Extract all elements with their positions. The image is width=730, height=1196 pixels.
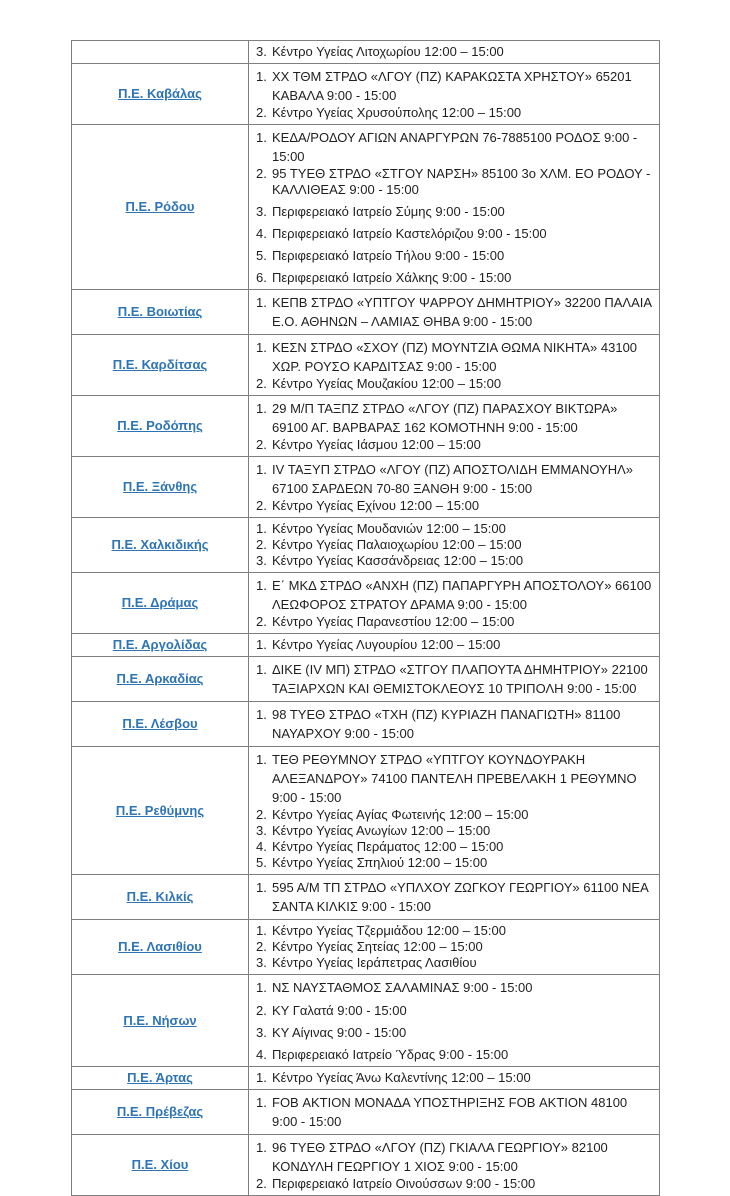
facility-list-cell [249,1090,660,1135]
health-centers-table-body [72,41,660,1196]
item-number: 1. [256,295,267,310]
facility-text: Κέντρο Υγείας Μουδανιών 12:00 – 15:00 [272,521,506,536]
region-cell [72,1135,249,1196]
facility-list-item [249,839,655,855]
facility-list-item [249,226,655,242]
region-cell [72,1067,249,1090]
region-link[interactable]: Π.Ε. Ρεθύμνης [115,802,205,818]
facility-text: Περιφερειακό Ιατρείο Οινούσσων 9:00 - 15:00 [272,1176,536,1191]
facility-list-item [249,128,655,166]
facility-text: ΚΥ Αίγινας 9:00 - 15:00 [272,1025,407,1040]
region-link[interactable]: Π.Ε. Λασιθίου [118,939,202,954]
item-number: 1. [256,752,267,767]
facility-list-item [249,855,655,871]
table-row [72,290,660,335]
facility-list-item [249,376,655,392]
table-row [72,975,660,1067]
table-row [72,747,660,875]
facility-list-cell [249,396,660,457]
facility-text: IV ΤΑΞΥΠ ΣΤΡΔΟ «ΛΓΟΥ (ΠΖ) ΑΠΟΣΤΟΛΙΔΗ ΕΜΜΑΝΟΥΗΛ» 67100 ΣΑΡΔΕΩΝ 70-80 ΞΑΝΘΗ 9:00 - 15:00 [272,462,633,496]
region-link[interactable]: Π.Ε. Καρδίτσας [112,357,208,372]
table-row [72,1135,660,1196]
region-cell [72,125,249,290]
region-link[interactable]: Π.Ε. Κιλκίς [126,889,194,904]
item-number: 2. [256,498,267,513]
region-link[interactable]: Π.Ε. Καβάλας [118,86,202,101]
item-number: 1. [256,662,267,677]
facility-list-cell [249,634,660,657]
table-row [72,64,660,125]
item-number: 2. [256,1003,267,1018]
health-centers-table [71,40,660,1196]
item-number: 2. [256,376,267,391]
facility-text: ΚΕΣΝ ΣΤΡΔΟ «ΣΧΟΥ (ΠΖ) ΜΟΥΝΤΖΙΑ ΘΩΜΑ ΝΙΚΗΤΑ» 43100 ΧΩΡ. ΡΟΥΣΟ ΚΑΡΔΙΤΣΑΣ 9:00 - 15:00 [272,340,638,374]
facility-text: Περιφερειακό Ιατρείο Χάλκης 9:00 - 15:00 [272,270,512,285]
facility-list-cell [249,1135,660,1196]
region-cell [72,702,249,747]
item-number: 3. [256,1025,267,1040]
facility-list-item [249,1176,655,1192]
table-row [72,41,660,64]
facility-list-cell [249,975,660,1067]
item-number: 4. [256,226,267,241]
facility-text: 95 ΤΥΕΘ ΣΤΡΔΟ «ΣΤΓΟΥ ΝΑΡΣΗ» 85100 3ο ΧΛΜ. ΕΟ ΡΟΔΟΥ - ΚΑΛΛΙΘΕΑΣ 9:00 - 15:00 [272,166,651,197]
region-link[interactable]: Π.Ε. Ροδόπης [117,418,203,433]
item-number: 1. [256,130,267,145]
item-number: 1. [256,707,267,722]
facility-text: ΚΥ Γαλατά 9:00 - 15:00 [272,1003,407,1018]
facility-list-item [249,1138,655,1176]
facility-list-cell [249,125,660,290]
region-link[interactable]: Π.Ε. Αργολίδας [112,637,208,652]
facility-text: Κέντρο Υγείας Χρυσούπολης 12:00 – 15:00 [272,105,522,120]
facility-list-item [249,576,655,614]
item-number: 1. [256,1140,267,1155]
facility-list-item [249,807,655,823]
facility-list-item [249,637,655,653]
facility-list-item [249,44,655,60]
facility-list-cell [249,875,660,920]
item-number: 2. [256,166,267,181]
facility-list-item [249,1093,655,1131]
facility-list-item [249,105,655,121]
facility-text: Περιφερειακό Ιατρείο Σύμης 9:00 - 15:00 [272,204,505,219]
region-cell [72,747,249,875]
facility-text: Κέντρο Υγείας Αγίας Φωτεινής 12:00 – 15:00 [272,807,529,822]
item-number: 3. [256,204,267,219]
item-number: 1. [256,521,267,536]
item-number: 2. [256,537,267,552]
facility-list-item [249,955,655,971]
facility-list-item [249,1070,655,1086]
facility-text: Περιφερειακό Ιατρείο Ύδρας 9:00 - 15:00 [272,1047,509,1062]
facility-list-item [249,67,655,105]
facility-list-cell [249,657,660,702]
region-cell [72,657,249,702]
facility-list-item [249,878,655,916]
facility-text: Κέντρο Υγείας Τζερμιάδου 12:00 – 15:00 [272,923,506,938]
item-number: 1. [256,880,267,895]
region-link[interactable]: Π.Ε. Ξάνθης [122,479,198,494]
facility-text: Κέντρο Υγείας Περάματος 12:00 – 15:00 [272,839,504,854]
item-number: 1. [256,1095,267,1110]
facility-text: Κέντρο Υγείας Εχίνου 12:00 – 15:00 [272,498,480,513]
facility-text: Κέντρο Υγείας Κασσάνδρειας 12:00 – 15:00 [272,553,524,568]
facility-text: 595 Α/Μ ΤΠ ΣΤΡΔΟ «ΥΠΛΧΟΥ ΖΩΓΚΟΥ ΓΕΩΡΓΙΟΥ» 61100 ΝΕΑ ΣΑΝΤΑ ΚΙΛΚΙΣ 9:00 - 15:00 [272,880,649,914]
facility-list-cell [249,573,660,634]
region-cell [72,457,249,518]
table-row [72,702,660,747]
item-number: 5. [256,855,267,870]
facility-list-cell [249,747,660,875]
item-number: 4. [256,1047,267,1062]
facility-list-item [249,498,655,514]
facility-text: Κέντρο Υγείας Ανωγίων 12:00 – 15:00 [272,823,491,838]
facility-list-item [249,437,655,453]
facility-text: ΧΧ ΤΘΜ ΣΤΡΔΟ «ΛΓΟΥ (ΠΖ) ΚΑΡΑΚΩΣΤΑ ΧΡΗΣΤΟΥ» 65201 ΚΑΒΑΛΑ 9:00 - 15:00 [272,69,632,103]
region-cell [72,1090,249,1135]
region-cell [72,634,249,657]
facility-list-cell [249,920,660,975]
facility-list-item [249,978,655,997]
item-number: 3. [256,44,267,59]
item-number: 2. [256,939,267,954]
facility-text: Κέντρο Υγείας Λυγουρίου 12:00 – 15:00 [272,637,501,652]
table-row [72,634,660,657]
item-number: 4. [256,839,267,854]
facility-list-item [249,166,655,198]
facility-text: Ε΄ ΜΚΔ ΣΤΡΔΟ «ΑΝΧΗ (ΠΖ) ΠΑΠΑΡΓΥΡΗ ΑΠΟΣΤΟΛΟΥ» 66100 ΛΕΩΦΟΡΟΣ ΣΤΡΑΤΟΥ ΔΡΑΜΑ 9:00 - 15:00 [272,578,652,612]
region-link[interactable]: Π.Ε. Χαλκιδικής [111,537,209,552]
facility-text: Περιφερειακό Ιατρείο Καστελόριζου 9:00 - 15:00 [272,226,547,241]
item-number: 1. [256,578,267,593]
facility-text: Κέντρο Υγείας Μουζακίου 12:00 – 15:00 [272,376,502,391]
item-number: 1. [256,69,267,84]
facility-list-item [249,923,655,939]
facility-list-item [249,750,655,807]
item-number: 3. [256,955,267,970]
facility-text: Κέντρο Υγείας Λιτοχωρίου 12:00 – 15:00 [272,44,504,59]
facility-text: 96 ΤΥΕΘ ΣΤΡΔΟ «ΛΓΟΥ (ΠΖ) ΓΚΙΑΛΑ ΓΕΩΡΓΙΟΥ» 82100 ΚΟΝΔΥΛΗ ΓΕΩΡΓΙΟΥ 1 ΧΙΟΣ 9:00 - 15:00 [272,1140,608,1174]
facility-list-item [249,614,655,630]
facility-text: 29 Μ/Π ΤΑΞΠΖ ΣΤΡΔΟ «ΛΓΟΥ (ΠΖ) ΠΑΡΑΣΧΟΥ ΒΙΚΤΩΡΑ» 69100 ΑΓ. ΒΑΡΒΑΡΑΣ 162 ΚΟΜΟΤΗΝΗ 9:00 - 15:00 [272,401,618,435]
item-number: 2. [256,1176,267,1191]
table-row [72,125,660,290]
item-number: 5. [256,248,267,263]
facility-list-item [249,939,655,955]
facility-text: 98 ΤΥΕΘ ΣΤΡΔΟ «ΤΧΗ (ΠΖ) ΚΥΡΙΑΖΗ ΠΑΝΑΓΙΩΤΗ» 81100 ΝΑΥΑΡΧΟΥ 9:00 - 15:00 [272,707,621,741]
region-cell [72,396,249,457]
region-cell [72,290,249,335]
item-number: 3. [256,823,267,838]
region-cell [72,573,249,634]
item-number: 2. [256,614,267,629]
facility-text: ΚΕΔΑ/ΡΟΔΟΥ ΑΓΙΩΝ ΑΝΑΡΓΥΡΩΝ 76-7885100 ΡΟΔΟΣ 9:00 - 15:00 [272,130,638,164]
region-link[interactable]: Π.Ε. Νήσων [123,1012,197,1028]
item-number: 1. [256,980,267,995]
region-link[interactable]: Π.Ε. Πρέβεζας [116,1104,204,1119]
facility-text: Κέντρο Υγείας Άνω Καλεντίνης 12:00 – 15:00 [272,1070,531,1085]
item-number: 1. [256,637,267,652]
facility-text: Κέντρο Υγείας Ιεράπετρας Λασιθίου [272,955,477,970]
facility-list-cell [249,64,660,125]
table-row [72,396,660,457]
table-row [72,875,660,920]
item-number: 6. [256,270,267,285]
facility-text: Κέντρο Υγείας Παρανεστίου 12:00 – 15:00 [272,614,515,629]
region-link[interactable]: Π.Ε. Δράμας [121,595,199,610]
facility-text: ΔΙΚΕ (IV ΜΠ) ΣΤΡΔΟ «ΣΤΓΟΥ ΠΛΑΠΟΥΤΑ ΔΗΜΗΤΡΙΟΥ» 22100 ΤΑΞΙΑΡΧΩΝ ΚΑΙ ΘΕΜΙΣΤΟΚΛΕΟΥΣ 10 ΤΡΙΠΟΛΗ 9:00 - 15:00 [272,662,648,696]
region-cell [72,518,249,573]
facility-list-cell [249,457,660,518]
region-link[interactable]: Π.Ε. Λέσβου [122,716,198,731]
item-number: 2. [256,807,267,822]
facility-text: Κέντρο Υγείας Ιάσμου 12:00 – 15:00 [272,437,481,452]
region-cell [72,920,249,975]
table-row [72,573,660,634]
facility-text: ΤΕΘ ΡΕΘΥΜΝΟΥ ΣΤΡΔΟ «ΥΠΤΓΟΥ ΚΟΥΝΔΟΥΡΑΚΗ ΑΛΕΞΑΝΔΡΟΥ» 74100 ΠΑΝΤΕΛΗ ΠΡΕΒΕΛΑΚΗ 1 ΡΕΘΥΜΝΟ 9:00 - 15:00 [272,752,637,805]
facility-list-cell [249,518,660,573]
table-row [72,1067,660,1090]
table-row [72,457,660,518]
item-number: 3. [256,553,267,568]
facility-list-cell [249,335,660,396]
item-number: 1. [256,340,267,355]
facility-list-item [249,1003,655,1019]
facility-list-item [249,705,655,743]
facility-list-item [249,1025,655,1041]
facility-list-item [249,460,655,498]
facility-list-item [249,338,655,376]
item-number: 1. [256,923,267,938]
facility-list-item [249,270,655,286]
region-link[interactable]: Π.Ε. Χίου [131,1157,189,1172]
item-number: 1. [256,462,267,477]
region-link[interactable]: Π.Ε. Βοιωτίας [117,304,203,319]
facility-list-cell [249,41,660,64]
facility-list-cell [249,1067,660,1090]
facility-text: Κέντρο Υγείας Σητείας 12:00 – 15:00 [272,939,483,954]
item-number: 2. [256,105,267,120]
table-row [72,335,660,396]
facility-text: Περιφερειακό Ιατρείο Τήλου 9:00 - 15:00 [272,248,505,263]
facility-list-item [249,248,655,264]
region-link[interactable]: Π.Ε. Αρκαδίας [116,671,204,686]
table-row [72,920,660,975]
facility-list-item [249,823,655,839]
region-link[interactable]: Π.Ε. Ρόδου [125,199,195,214]
facility-list-item [249,204,655,220]
facility-list-cell [249,290,660,335]
facility-text: ΝΣ ΝΑΥΣΤΑΘΜΟΣ ΣΑΛΑΜΙΝΑΣ 9:00 - 15:00 [272,980,533,995]
region-link[interactable]: Π.Ε. Άρτας [127,1070,193,1085]
facility-list-item [249,1047,655,1063]
table-row [72,657,660,702]
region-cell [72,64,249,125]
facility-list-cell [249,702,660,747]
facility-list-item [249,553,655,569]
facility-list-item [249,537,655,553]
region-cell [72,41,249,64]
region-cell [72,875,249,920]
facility-list-item [249,399,655,437]
table-row [72,518,660,573]
facility-text: FOB ΑΚΤΙΟΝ ΜΟΝΑΔΑ ΥΠΟΣΤΗΡΙΞΗΣ FOB ΑΚΤΙΟΝ 48100 9:00 - 15:00 [272,1095,628,1129]
item-number: 2. [256,437,267,452]
facility-text: Κέντρο Υγείας Παλαιοχωρίου 12:00 – 15:00 [272,537,522,552]
facility-text: ΚΕΠΒ ΣΤΡΔΟ «ΥΠΤΓΟΥ ΨΑΡΡΟΥ ΔΗΜΗΤΡΙΟΥ» 32200 ΠΑΛΑΙΑ Ε.Ο. ΑΘΗΝΩΝ – ΛΑΜΙΑΣ ΘΗΒΑ 9:00 - 15:00 [272,295,652,329]
facility-list-item [249,293,655,331]
region-cell [72,975,249,1067]
table-row [72,1090,660,1135]
item-number: 1. [256,401,267,416]
item-number: 1. [256,1070,267,1085]
facility-text: Κέντρο Υγείας Σπηλιού 12:00 – 15:00 [272,855,488,870]
facility-list-item [249,521,655,537]
region-cell [72,335,249,396]
facility-list-item [249,660,655,698]
